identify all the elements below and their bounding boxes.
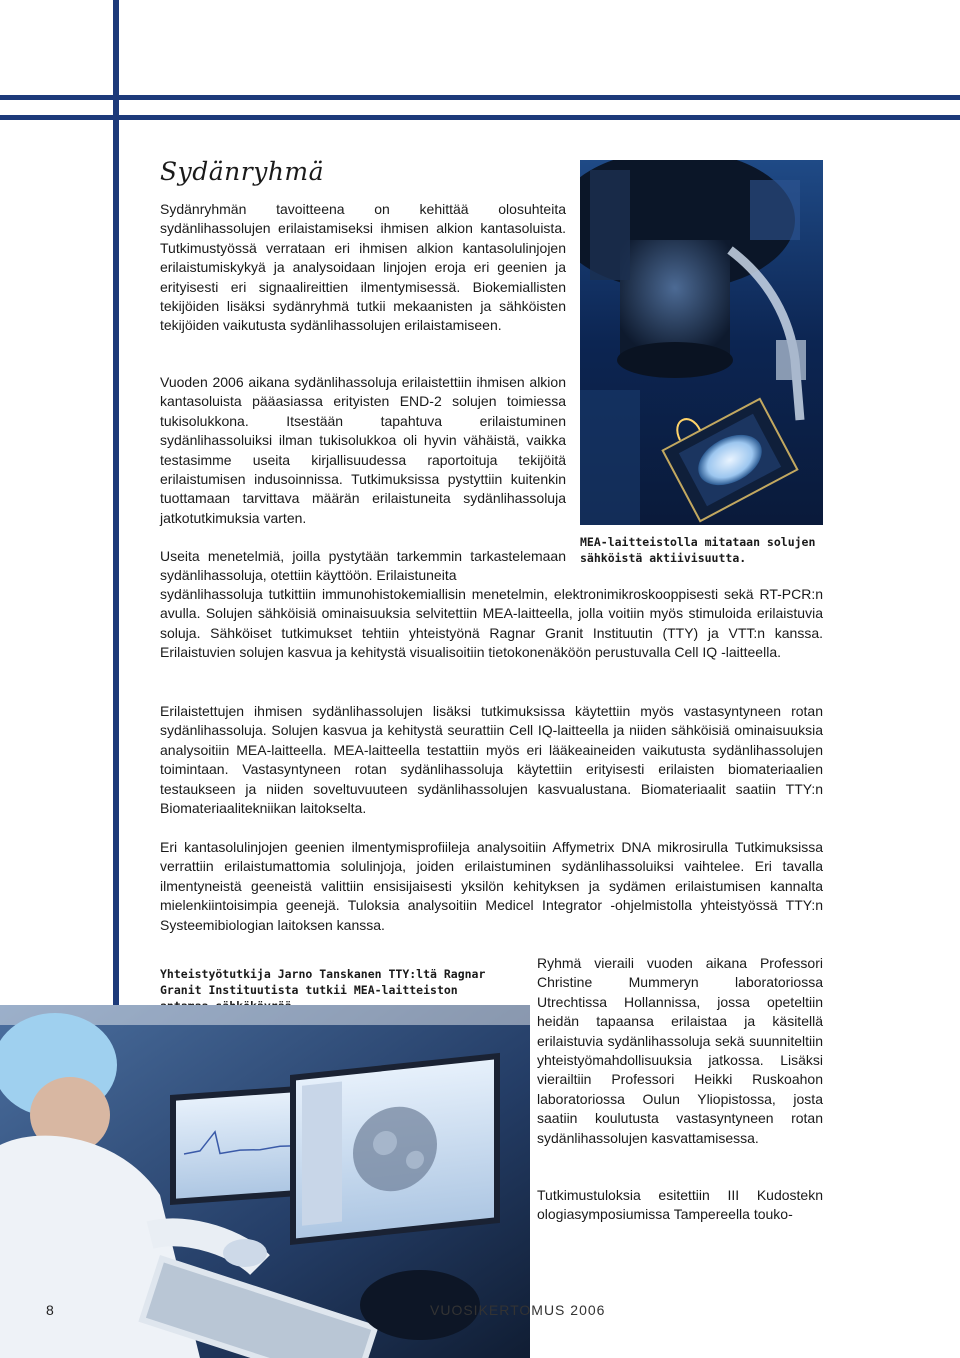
footer-text: VUOSIKERTOMUS 2006 [430, 1302, 606, 1318]
paragraph-2006: Vuoden 2006 aikana sydänlihassoluja erilaistettiin ihmisen alkion kantasoluista pääasiassa erityisten END-2 solujen toimiessa tukisolukkona. Itsestään tapahtuva erilaistuminen sydänlihassoluiksi ilman tukisolukkoa oli hyvin vähäistä, vaikka testasimme useita kirjallisuudessa raportoituja tekijöitä erilaistumisen indusoinnissa. Tutkimuksissa pystyttiin kuitenkin tuottamaan tarvittava määrän erilaistuneita sydänlihassoluja jatkotutkimuksia varten. [160, 374, 566, 526]
paragraph-rat-cells: Erilaistettujen ihmisen sydänlihassolujen lisäksi tutkimuksissa käytettiin myös vastasyntyneen rotan sydänlihassoluja. Solujen kasvua ja kehitystä seurattiin Cell IQ-laitteella ja niiden sähköisiä ominaisuuksia analysoitiin MEA-laitteella. MEA-laitteella testattiin myös eri lääkeaineiden vaikutusta sydänlihassolujen toimintaan. Vastasyntyneen rotan sydänlihassoluja käytettiin erityisesti erilaisten biomateriaalien testaukseen ja niiden soveltuvuuteen sydänlihassolujen kasvualustana. Biomateriaalit saatiin TTY:n Biomateriaalitekniikan laitokselta. [160, 703, 823, 817]
paragraph-methods: Useita menetelmiä, joilla pystytään tarkemmin tarkastelemaan sydänlihassoluja, otettiin käyttöön. Erilaistuneita [160, 548, 566, 584]
paragraph-gene-expression: Eri kantasolulinjojen geenien ilmentymisprofiileja analysoitiin Affymetrix DNA mikrosirulla Tutkimuksissa verrattiin erilaistumattomia solulinjoja, joiden erilaistuminen sydänlihassoluiksi vaihtelee. Eri tavalla ilmentyneistä geeneistä valittiin ensisijaisesti yksilön kehityksen ja sydämen erilaistumisen kannalta mielenkiintoisimpia geenejä. Tuloksia analysoitiin Medicel Integrator -ohjelmistolla yhteistyössä TTY:n Systeemibiologian laitoksen kanssa. [160, 839, 823, 933]
page-number: 8 [46, 1302, 54, 1318]
section-title: Sydänryhmä [160, 157, 325, 186]
paragraph-methods-continued: sydänlihassoluja tutkittiin immunohistokemiallisin menetelmin, elektronimikroskooppisesti sekä RT-PCR:n avulla. Solujen sähköisiä ominaisuuksia selvitettiin MEA-laitteella, jolla voitiin myös stimuloida erilaistuvia soluja. Sähköiset tutkimukset tehtiin yhteistyönä Ragnar Granit Instituutin (TTY) ja VTT:n kanssa. Erilaistuvien solujen kasvua ja kehitystä visualisoitiin tietokonenäköön perustuvalla Cell IQ -laitteella. [160, 586, 823, 661]
mea-photo-caption: MEA-laitteistolla mitataan solujen sähköistä aktiivisuutta. [580, 535, 816, 565]
paragraph-intro: Sydänryhmän tavoitteena on kehittää olosuhteita sydänlihassolujen erilaistamiseksi ihmisen alkion kantasoluista. Tutkimustyössä verrataan eri ihmisen alkion kantasolulinjojen erilaistumiskykyä ja analysoidaan linjojen eroja eri geenien ja erityisesti eri signaalireittien ilmentymisessä. Biokemiallisten tekijöiden lisäksi sydänryhmä tutkii mekaanisten ja sähköisten tekijöiden vaikutusta sydänlihassolujen erilaistamiseen. [160, 201, 566, 334]
horizontal-rule-bottom [0, 115, 960, 120]
mea-device-photo [580, 160, 823, 525]
horizontal-rule-top [0, 95, 960, 100]
paragraph-visits: Ryhmä vieraili vuoden aikana Professori Christine Mummeryn laboratoriossa Utrechtissa Hollannissa, jossa opeteltiin heidän tapaansa erilaistaa ja käsitellä erilaistuvia sydänlihassoluja sekä suunniteltiin yhteistyömahdollisuuksia jatkossa. Lisäksi vierailtiin Professori Heikki Ruskoahon laboratoriossa Oulun Yliopistossa, josta saatiin koulutusta vastasyntyneen rotan sydänlihassolujen kasvattamisessa. [537, 955, 823, 1146]
paragraph-results: Tutkimustuloksia esitettiin III Kudostekn ologiasymposiumissa Tampereella touko- [537, 1187, 823, 1223]
researcher-photo-caption: Yhteistyötutkija Jarno Tanskanen TTY:ltä Ragnar Granit Instituutista tutkii MEA-laitteiston [160, 967, 486, 997]
